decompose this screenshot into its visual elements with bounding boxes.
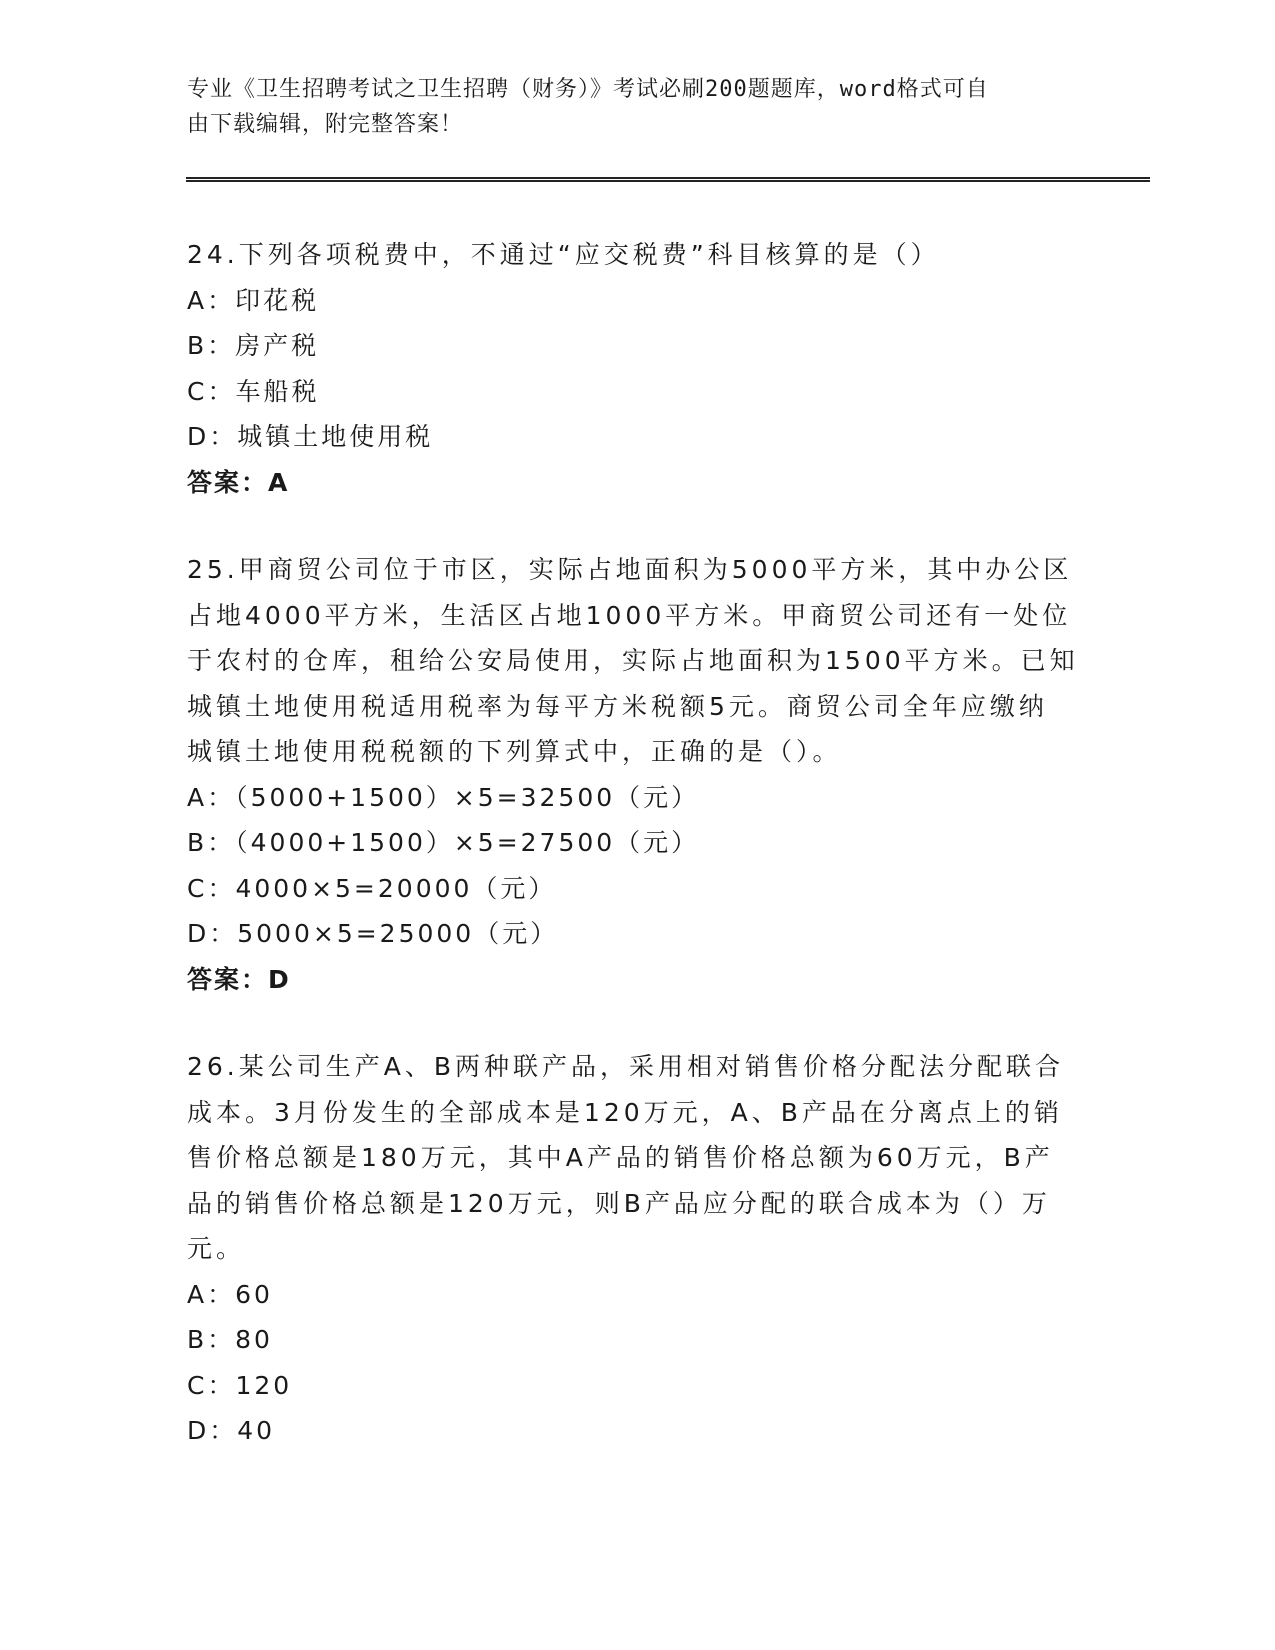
question-list <box>187 232 1087 1496</box>
option-c: C：120 <box>187 1370 293 1400</box>
question-stem-line: 26.某公司生产A、B两种联产品，采用相对销售价格分配法分配联合 <box>187 1052 1065 1081</box>
option-a: A：印花税 <box>187 285 320 315</box>
option-c: C：车船税 <box>187 376 320 406</box>
question-stem-line: 元。 <box>187 1234 246 1263</box>
question-25 <box>187 547 1087 1002</box>
question-24 <box>187 232 1087 505</box>
question-stem-line: 24.下列各项税费中，不通过“应交税费”科目核算的是（） <box>187 240 940 269</box>
question-stem-line: 城镇土地使用税税额的下列算式中，正确的是（）。 <box>187 737 842 766</box>
question-stem-line: 售价格总额是180万元，其中A产品的销售价格总额为60万元，B产 <box>187 1143 1054 1172</box>
document-header <box>187 72 1067 142</box>
question-stem-line: 占地4000平方米，生活区占地1000平方米。甲商贸公司还有一处位 <box>187 600 1072 630</box>
question-stem-line: 成本。3月份发生的全部成本是120万元，A、B产品在分离点上的销 <box>187 1097 1063 1127</box>
header-line-1: 专业《卫生招聘考试之卫生招聘（财务）》考试必刷200题题库，word格式可自 <box>187 77 989 102</box>
question-stem-line: 于农村的仓库，租给公安局使用，实际占地面积为1500平方米。已知 <box>187 646 1079 675</box>
question-26 <box>187 1044 1087 1454</box>
answer-label: 答案：D <box>187 964 291 994</box>
option-c: C：4000×5=20000（元） <box>187 873 557 903</box>
option-d: D：40 <box>187 1416 276 1445</box>
answer-label: 答案：A <box>187 467 290 497</box>
option-d: D：5000×5=25000（元） <box>187 919 559 948</box>
question-stem-line: 城镇土地使用税适用税率为每平方米税额5元。商贸公司全年应缴纳 <box>187 691 1048 721</box>
header-divider <box>186 177 1150 182</box>
question-stem-line: 品的销售价格总额是120万元，则B产品应分配的联合成本为（）万 <box>187 1188 1051 1218</box>
option-a: A：60 <box>187 1279 273 1309</box>
header-line-2: 由下载编辑，附完整答案！ <box>187 112 464 137</box>
option-b: B：房产税 <box>187 331 320 360</box>
option-d: D：城镇土地使用税 <box>187 422 434 451</box>
option-b: B：（4000+1500）×5=27500（元） <box>187 828 700 857</box>
option-a: A：（5000+1500）×5=32500（元） <box>187 782 700 812</box>
option-b: B：80 <box>187 1325 273 1354</box>
question-stem-line: 25.甲商贸公司位于市区，实际占地面积为5000平方米，其中办公区 <box>187 555 1073 584</box>
